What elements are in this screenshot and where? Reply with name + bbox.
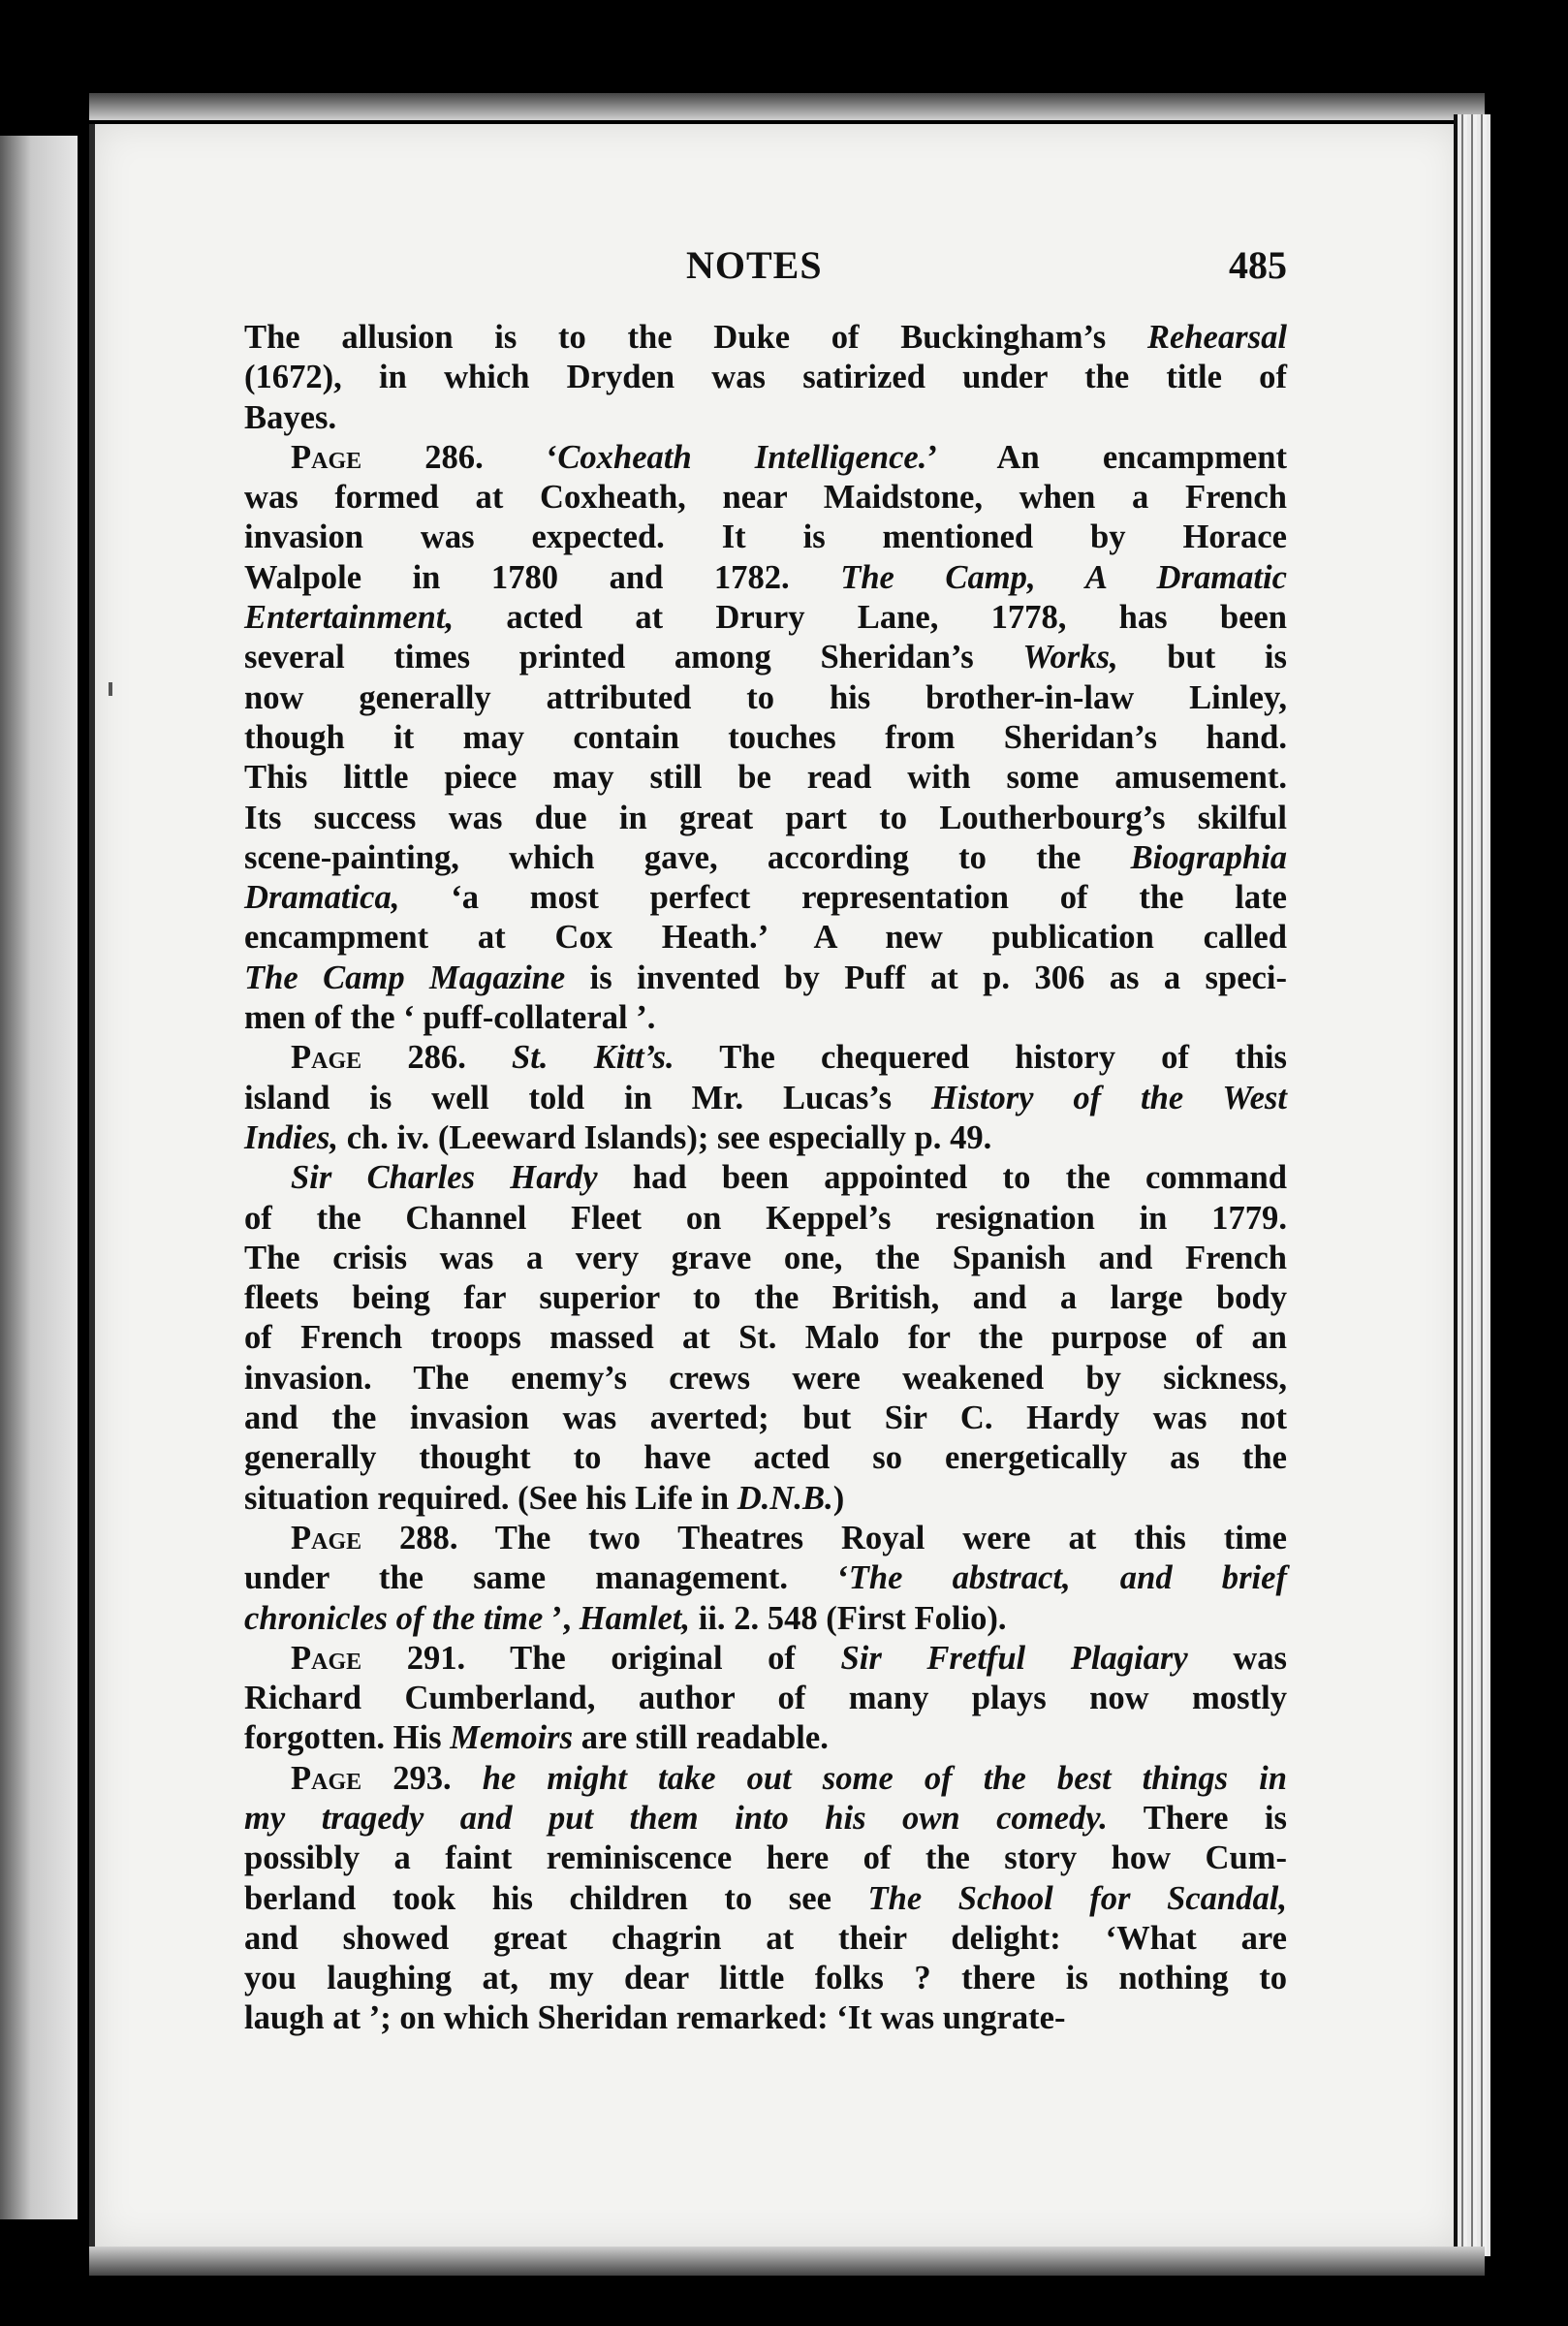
text-run: my tragedy and put them into his own comedy. (244, 1799, 1108, 1837)
text-run: was (1187, 1639, 1287, 1677)
running-head (244, 242, 1287, 300)
text-line (244, 1038, 1287, 1078)
text-line (244, 598, 1287, 638)
text-run: scene-painting, which gave, according to the (244, 838, 1131, 876)
text-run: The chequered history of this (674, 1039, 1287, 1077)
text-run: Richard Cumberland, author of many plays now mostly (244, 1680, 1287, 1717)
text-run: Page (291, 1039, 362, 1077)
text-run: under the same management. ‘ (244, 1559, 849, 1597)
text-run: 291. The original of (361, 1639, 841, 1677)
text-run: Hamlet, (579, 1599, 691, 1637)
text-line (244, 438, 1287, 478)
text-line (244, 1399, 1287, 1438)
text-line (244, 799, 1287, 838)
text-run: but is (1117, 639, 1287, 676)
text-run: Its success was due in great part to Loutherbourg’s skilful (244, 799, 1287, 836)
text-run: men of the ‘ puff-collateral ’. (244, 999, 656, 1037)
text-run: Biographia (1130, 838, 1287, 876)
text-run: ii. 2. 548 (First Folio). (690, 1599, 1007, 1637)
text-run: Sir Charles Hardy (291, 1159, 598, 1197)
text-line (244, 1839, 1287, 1878)
text-line (244, 1799, 1287, 1839)
text-run: There is (1107, 1799, 1287, 1837)
text-run: now generally attributed to his brother-in-law Linley, (244, 678, 1287, 716)
text-line (244, 1679, 1287, 1718)
text-run: generally thought to have acted so energetically as the (244, 1439, 1287, 1477)
text-run: The Camp Magazine (244, 959, 566, 996)
text-run: island is well told in Mr. Lucas’s (244, 1079, 931, 1116)
text-line (244, 1158, 1287, 1198)
text-line (244, 1998, 1287, 2038)
text-run: berland took his children to see (244, 1879, 868, 1917)
text-run: situation required. (See his Life in (244, 1479, 737, 1517)
text-line (244, 558, 1287, 598)
text-line (244, 1759, 1287, 1799)
text-line (244, 318, 1287, 358)
text-run: (1672), in which Dryden was satirized under the title of (244, 359, 1287, 396)
text-run: This little piece may still be read with some amusement. (244, 759, 1287, 797)
text-run: Page (291, 1639, 362, 1677)
text-run: was formed at Coxheath, near Maidstone, when a French (244, 479, 1287, 517)
text-run: Entertainment, (244, 599, 455, 637)
text-run: acted at Drury Lane, 1778, has been (454, 599, 1287, 637)
text-run: Page (291, 1519, 362, 1556)
text-line (244, 1199, 1287, 1239)
text-line (244, 878, 1287, 918)
text-run: Works, (1022, 639, 1118, 676)
running-head-title: NOTES (686, 243, 823, 287)
text-run: and the invasion was averted; but Sir C. Hardy was not (244, 1399, 1287, 1437)
text-line (244, 1558, 1287, 1598)
text-line (244, 959, 1287, 998)
text-run: 288. The two Theatres Royal were at this time (361, 1519, 1287, 1556)
previous-page-edge (0, 136, 78, 2219)
text-line (244, 1879, 1287, 1919)
text-run: of French troops massed at St. Malo for the purpose of an (244, 1319, 1287, 1357)
text-run: laugh at ’; on which Sheridan remarked: ‘It was ungrate- (244, 1999, 1066, 2037)
text-run: St. Kitt’s. (512, 1039, 674, 1077)
text-run: though it may contain touches from Sheridan’s hand. (244, 718, 1287, 756)
text-line (244, 518, 1287, 557)
text-line (244, 718, 1287, 758)
text-run: D.N.B. (737, 1479, 833, 1517)
text-line (244, 478, 1287, 518)
margin-mark (109, 682, 112, 696)
text-line (244, 1118, 1287, 1158)
text-run: The School for Scandal, (867, 1879, 1287, 1917)
text-line (244, 1079, 1287, 1118)
page-top-edge (89, 93, 1485, 120)
text-line (244, 1959, 1287, 1998)
text-line (244, 1639, 1287, 1679)
text-run: possibly a faint reminiscence here of the story how Cum- (244, 1839, 1287, 1877)
text-run: Sir Fretful Plagiary (840, 1639, 1188, 1677)
text-run: Page (291, 438, 362, 476)
text-line (244, 1359, 1287, 1399)
page-number: 485 (1229, 243, 1287, 287)
text-run: Indies, (244, 1118, 339, 1156)
text-run: History of the West (930, 1079, 1287, 1116)
text-run: invasion was expected. It is mentioned by Horace (244, 519, 1287, 556)
text-run: Memoirs (450, 1719, 574, 1757)
text-run: Walpole in 1780 and 1782. (244, 558, 841, 596)
page-bottom-edge (89, 2247, 1485, 2276)
text-run: ) (832, 1479, 845, 1517)
text-line (244, 358, 1287, 397)
text-run: 293. (361, 1759, 483, 1797)
text-run: are still readable. (573, 1719, 829, 1757)
text-run: invasion. The enemy’s crews were weakened by sickness, (244, 1359, 1287, 1397)
text-run: The Camp, A Dramatic (840, 558, 1287, 596)
text-line (244, 1919, 1287, 1959)
text-run: is invented by Puff at p. 306 as a speci- (565, 959, 1288, 996)
text-run: 286. ‘ (361, 438, 558, 476)
text-run: Bayes. (244, 398, 337, 436)
text-run: 286. (361, 1039, 513, 1077)
text-run: The allusion is to the Duke of Buckingham’s (244, 319, 1147, 356)
text-run: Page (291, 1759, 362, 1797)
text-line (244, 398, 1287, 438)
text-run: ’, (543, 1599, 580, 1637)
text-run: had been appointed to the command (597, 1159, 1287, 1197)
text-line (244, 1438, 1287, 1478)
text-run: encampment at Cox Heath.’ A new publication called (244, 919, 1287, 957)
text-run: Rehearsal (1146, 319, 1287, 356)
text-line (244, 1519, 1287, 1558)
text-run: forgotten. His (244, 1719, 451, 1757)
text-run: ‘a most perfect representation of the late (399, 879, 1287, 917)
text-line (244, 918, 1287, 958)
text-line (244, 678, 1287, 718)
text-run: ’ An encampment (926, 438, 1287, 476)
text-run: ch. iv. (Leeward Islands); see especially p. 49. (338, 1118, 992, 1156)
text-run: he might take out some of the best things in (482, 1759, 1287, 1797)
text-line (244, 1599, 1287, 1639)
page-stack-edge (1454, 114, 1490, 2256)
text-run: you laughing at, my dear little folks ? there is nothing to (244, 1960, 1287, 1997)
text-run: and showed great chagrin at their delight: ‘What are (244, 1919, 1287, 1957)
text-line (244, 838, 1287, 878)
text-line (244, 1718, 1287, 1758)
text-run: fleets being far superior to the British, and a large body (244, 1279, 1287, 1317)
text-line (244, 1479, 1287, 1519)
text-line (244, 638, 1287, 677)
notes-text (244, 318, 1287, 2039)
text-run: The abstract, and brief (848, 1559, 1287, 1597)
text-line (244, 998, 1287, 1038)
text-run: of the Channel Fleet on Keppel’s resignation in 1779. (244, 1199, 1287, 1237)
text-run: chronicles of the time (244, 1599, 544, 1637)
text-line (244, 758, 1287, 798)
text-run: The crisis was a very grave one, the Spanish and French (244, 1239, 1287, 1276)
text-line (244, 1239, 1287, 1278)
text-line (244, 1278, 1287, 1318)
text-run: several times printed among Sheridan’s (244, 639, 1023, 676)
text-line (244, 1318, 1287, 1358)
text-run: Coxheath Intelligence. (557, 438, 927, 476)
text-run: Dramatica, (244, 879, 400, 917)
